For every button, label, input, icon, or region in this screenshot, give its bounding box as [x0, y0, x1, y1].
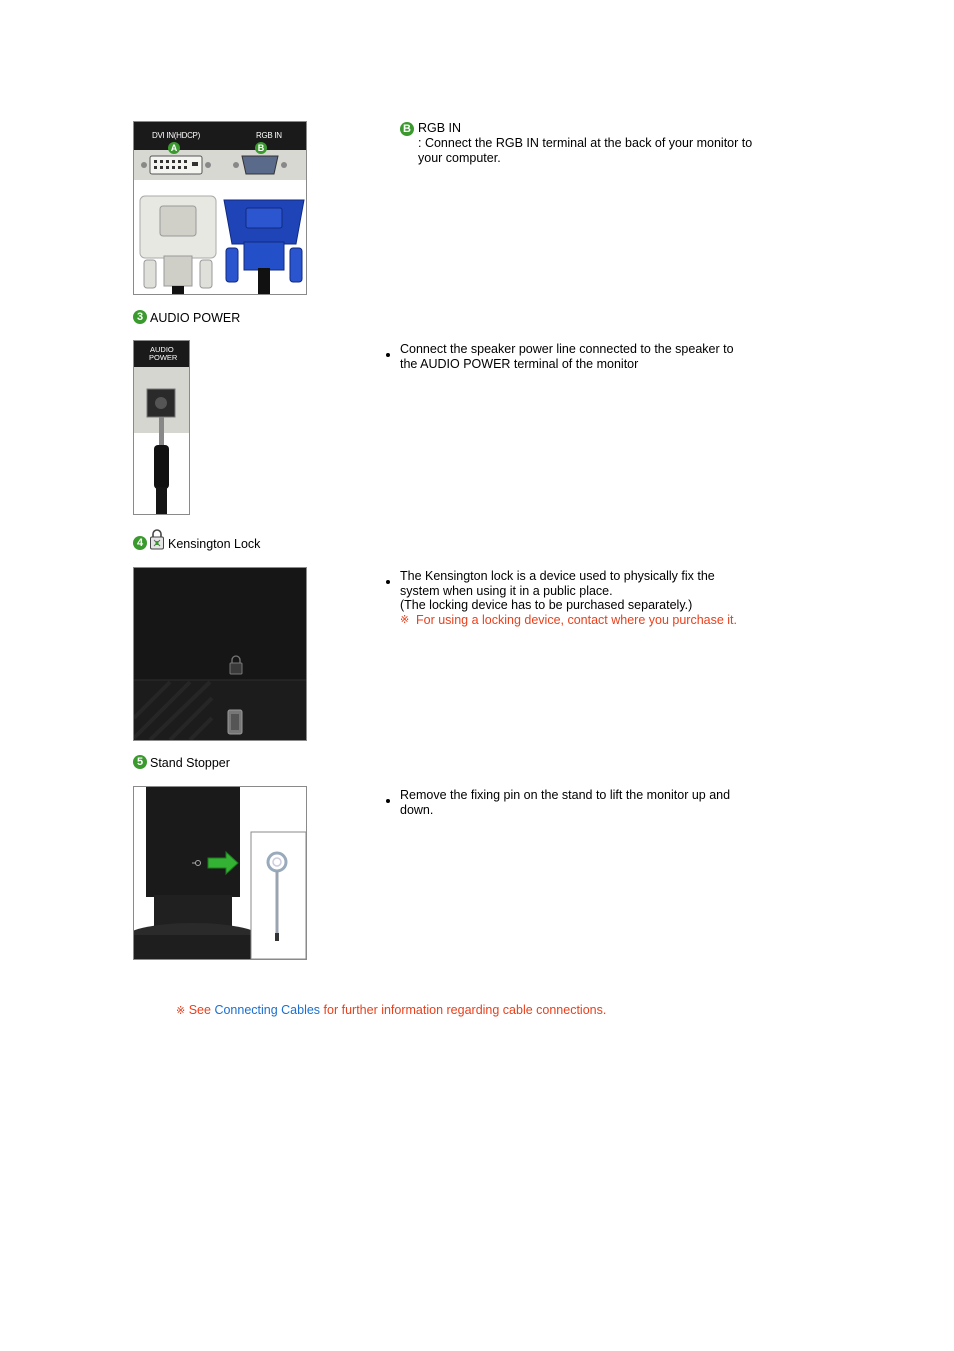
- stand-stopper-bullet: [386, 799, 390, 803]
- rgb-in-title: RGB IN: [418, 121, 462, 135]
- audio-power-title: AUDIO POWER: [150, 311, 241, 325]
- audio-photo-label-line1: AUDIO: [150, 345, 174, 354]
- photo-badge-a: A: [168, 142, 180, 154]
- dvi-rgb-connector-photo: [133, 121, 307, 295]
- dvi-rgb-illustration: [134, 122, 306, 294]
- audio-bullet: [386, 353, 390, 357]
- rgb-in-description-line1: : Connect the RGB IN terminal at the back of your monitor to: [418, 136, 753, 150]
- audio-bullet-line2: the AUDIO POWER terminal of the monitor: [400, 357, 639, 371]
- footer-note-mark: ※: [176, 1005, 186, 1017]
- rgb-in-badge: B: [400, 122, 414, 136]
- kensington-bullet-line2: system when using it in a public place.: [400, 584, 613, 598]
- footer-note: [176, 1003, 606, 1019]
- stand-stopper-illustration: [134, 787, 306, 959]
- stand-stopper-bullet-line2: down.: [400, 803, 434, 817]
- rgb-in-description-line2: your computer.: [418, 151, 501, 165]
- section-number-4: 4: [133, 536, 147, 550]
- footer-suffix: for further information regarding cable connections.: [323, 1003, 607, 1017]
- kensington-photo: [133, 567, 307, 741]
- audio-power-photo: [133, 340, 190, 515]
- kensington-title: Kensington Lock: [168, 537, 261, 551]
- kensington-bullet-line1: The Kensington lock is a device used to physically fix the: [400, 569, 715, 583]
- connecting-cables-link[interactable]: Connecting Cables: [214, 1003, 321, 1017]
- footer-prefix: See: [188, 1003, 211, 1017]
- section-number-5: 5: [133, 755, 147, 769]
- audio-power-illustration: [134, 341, 189, 514]
- stand-stopper-bullet-line1: Remove the fixing pin on the stand to lift the monitor up and: [400, 788, 731, 802]
- stand-stopper-title: Stand Stopper: [150, 756, 230, 770]
- section-number-3: 3: [133, 310, 147, 324]
- stand-stopper-photo: [133, 786, 307, 960]
- kensington-note: For using a locking device, contact where you purchase it.: [416, 613, 738, 627]
- kensington-bullet-line3: (The locking device has to be purchased separately.): [400, 598, 693, 612]
- kensington-note-mark: ※: [400, 614, 410, 626]
- photo-badge-b: B: [255, 142, 267, 154]
- kensington-illustration: [134, 568, 306, 740]
- kensington-bullet: [386, 580, 390, 584]
- photo-label-rgb: RGB IN: [256, 131, 282, 140]
- kensington-lock-icon: [149, 528, 165, 553]
- audio-photo-label-line2: POWER: [149, 353, 178, 362]
- photo-label-dvi: DVI IN(HDCP): [152, 131, 200, 140]
- audio-bullet-line1: Connect the speaker power line connected to the speaker to: [400, 342, 734, 356]
